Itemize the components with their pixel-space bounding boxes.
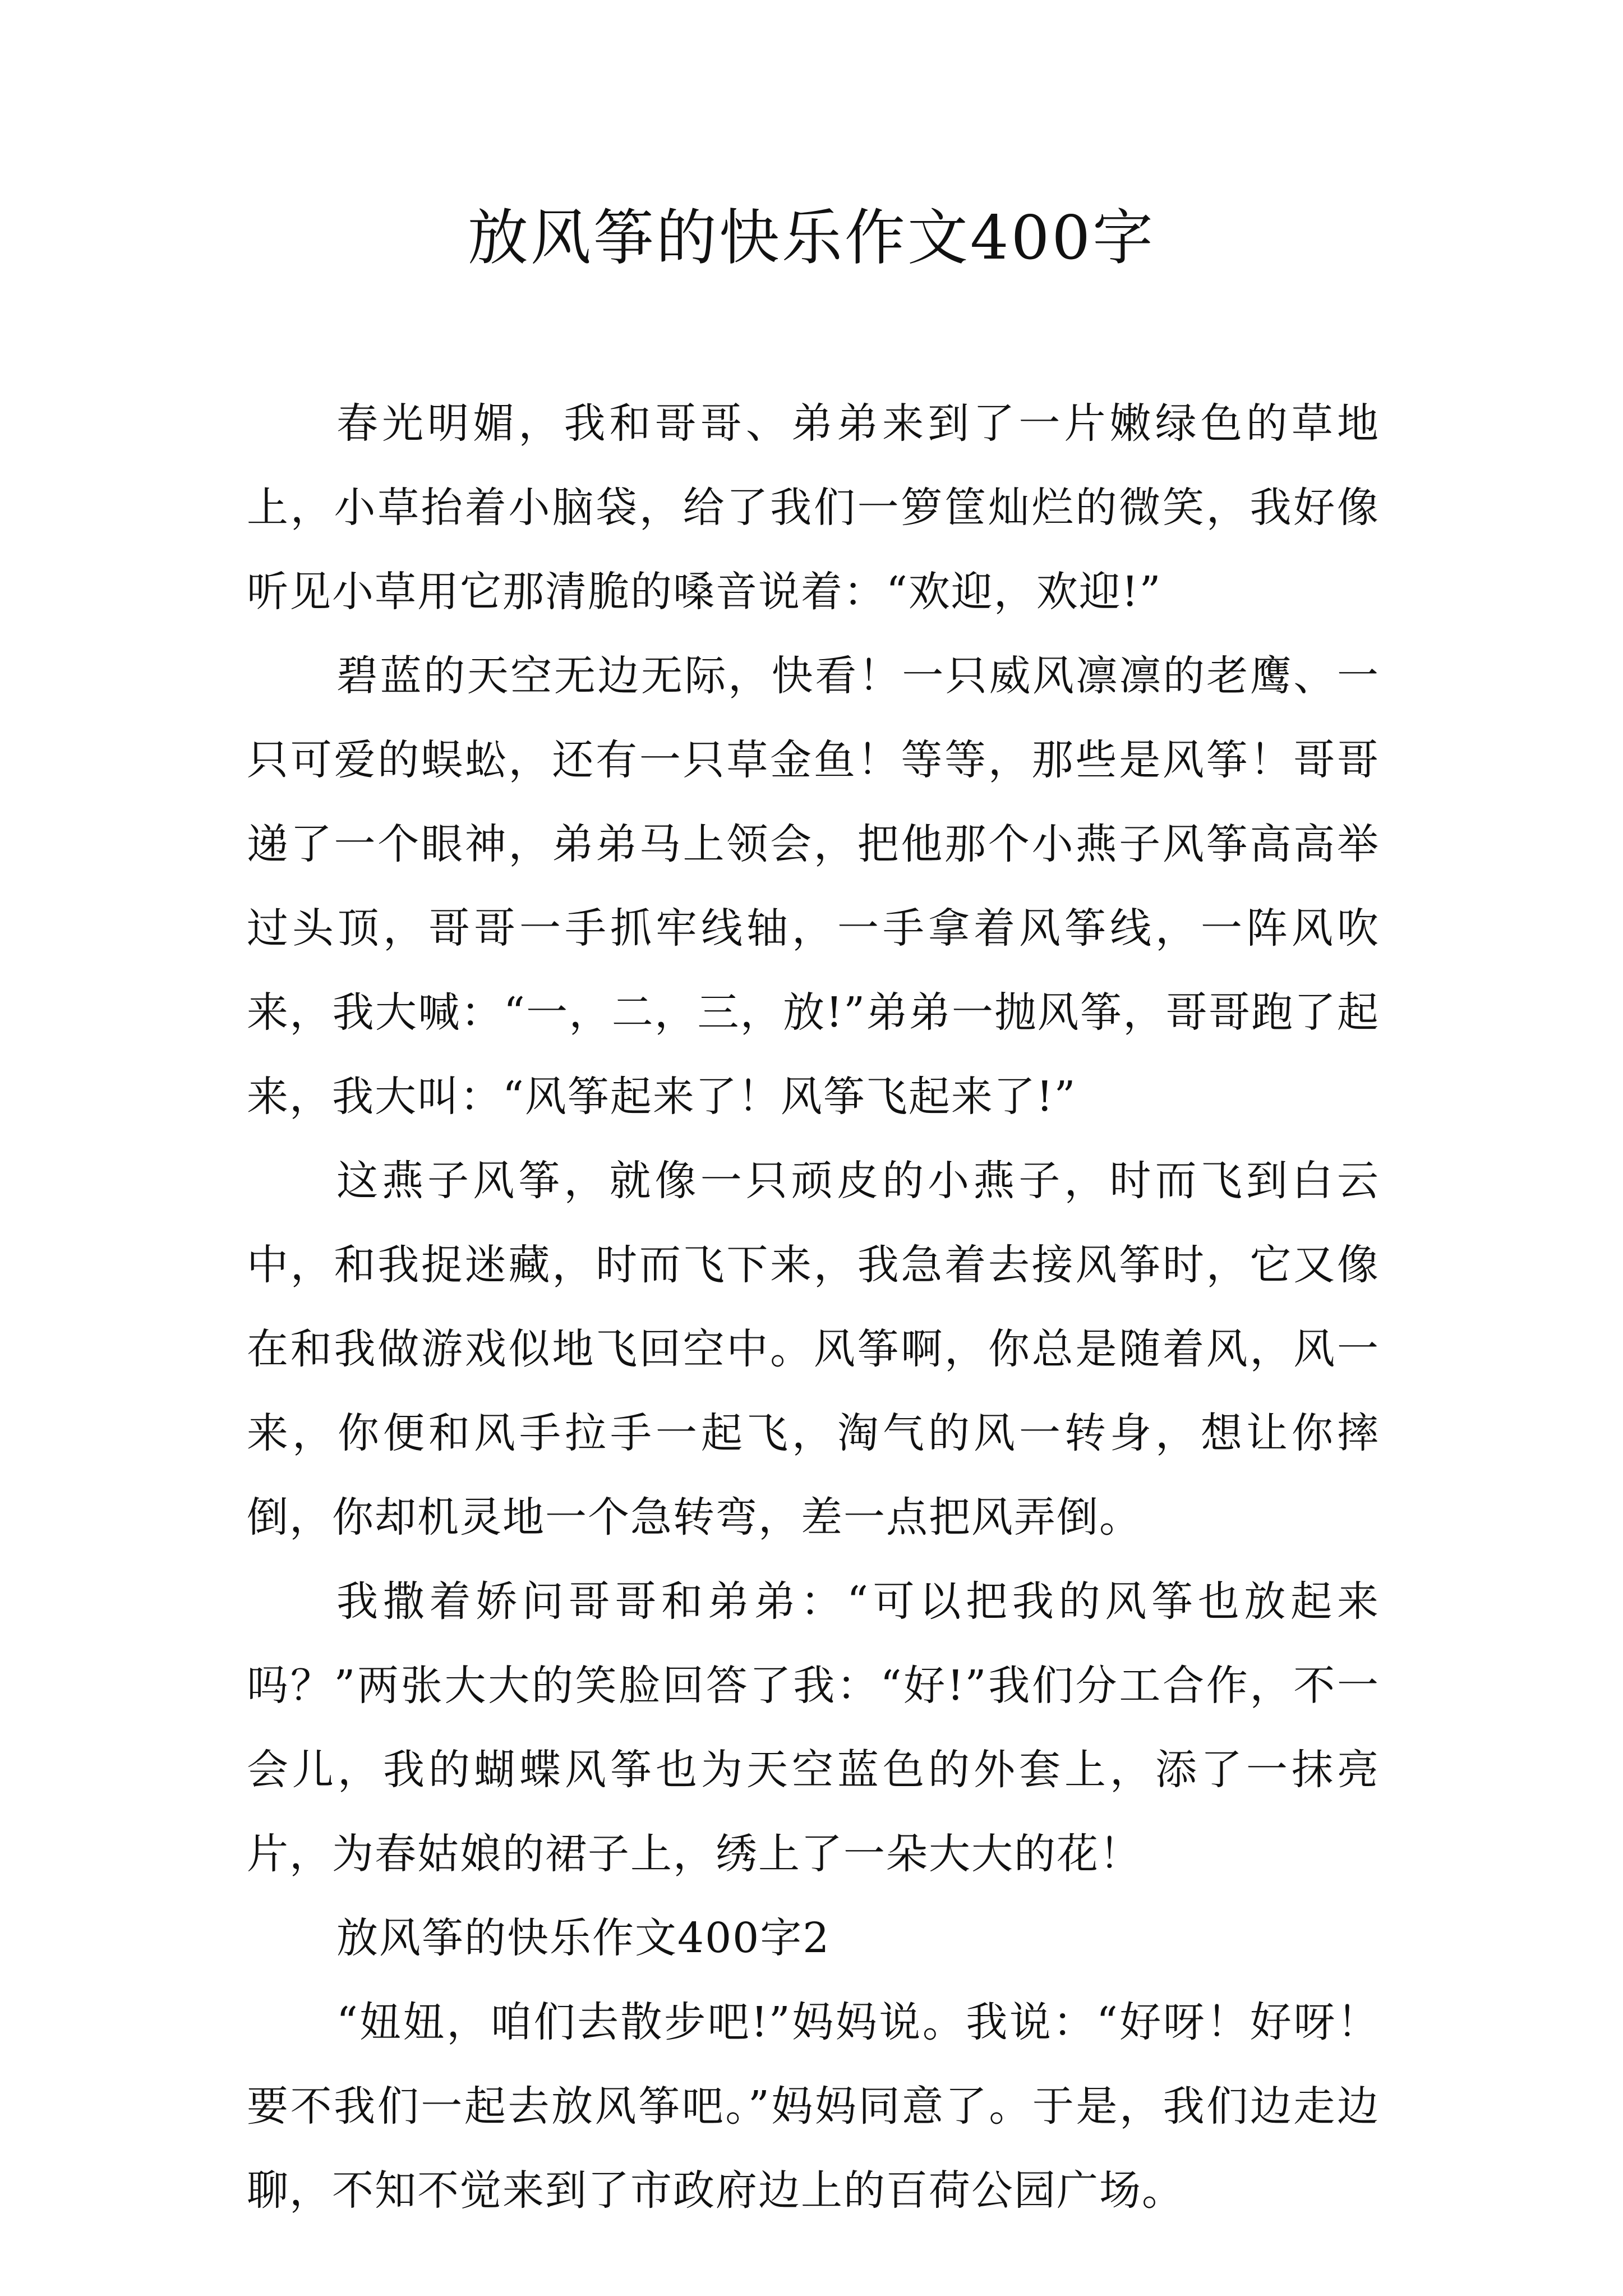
paragraph-1: 春光明媚，我和哥哥、弟弟来到了一片嫩绿色的草地上，小草抬着小脑袋，给了我们一箩筐灿烂的微笑，我好像听见小草用它那清脆的嗓音说着：“欢迎，欢迎!”	[247, 399, 1380, 616]
document-body	[247, 381, 1380, 2233]
section-subheading: 放风筝的快乐作文400字2	[336, 1914, 831, 1962]
paragraph-4: 我撒着娇问哥哥和弟弟：“可以把我的风筝也放起来吗？”两张大大的笑脸回答了我：“好!”我们分工合作，不一会儿，我的蝴蝶风筝也为天空蓝色的外套上，添了一抹亮片，为春姑娘的裙子上，绣上了一朵大大的花！	[247, 1577, 1380, 1878]
paragraph-3: 这燕子风筝，就像一只顽皮的小燕子，时而飞到白云中，和我捉迷藏，时而飞下来，我急着去接风筝时，它又像在和我做游戏似地飞回空中。风筝啊，你总是随着风，风一来，你便和风手拉手一起飞，淘气的风一转身，想让你摔倒，你却机灵地一个急转弯，差一点把风弄倒。	[247, 1157, 1380, 1542]
document-title: 放风筝的快乐作文400字	[467, 203, 1156, 273]
paragraph-5: “妞妞，咱们去散步吧!”妈妈说。我说：“好呀！好呀！要不我们一起去放风筝吧。”妈妈同意了。于是，我们边走边聊，不知不觉来到了市政府边上的百荷公园广场。	[247, 1998, 1380, 2215]
paragraph-2: 碧蓝的天空无边无际，快看！一只威风凛凛的老鹰、一只可爱的蜈蚣，还有一只草金鱼！等等，那些是风筝！哥哥递了一个眼神，弟弟马上领会，把他那个小燕子风筝高高举过头顶，哥哥一手抓牢线轴，一手拿着风筝线，一阵风吹来，我大喊：“一，二，三，放!”弟弟一抛风筝，哥哥跑了起来，我大叫：“风筝起来了！风筝飞起来了!”	[247, 652, 1380, 1121]
